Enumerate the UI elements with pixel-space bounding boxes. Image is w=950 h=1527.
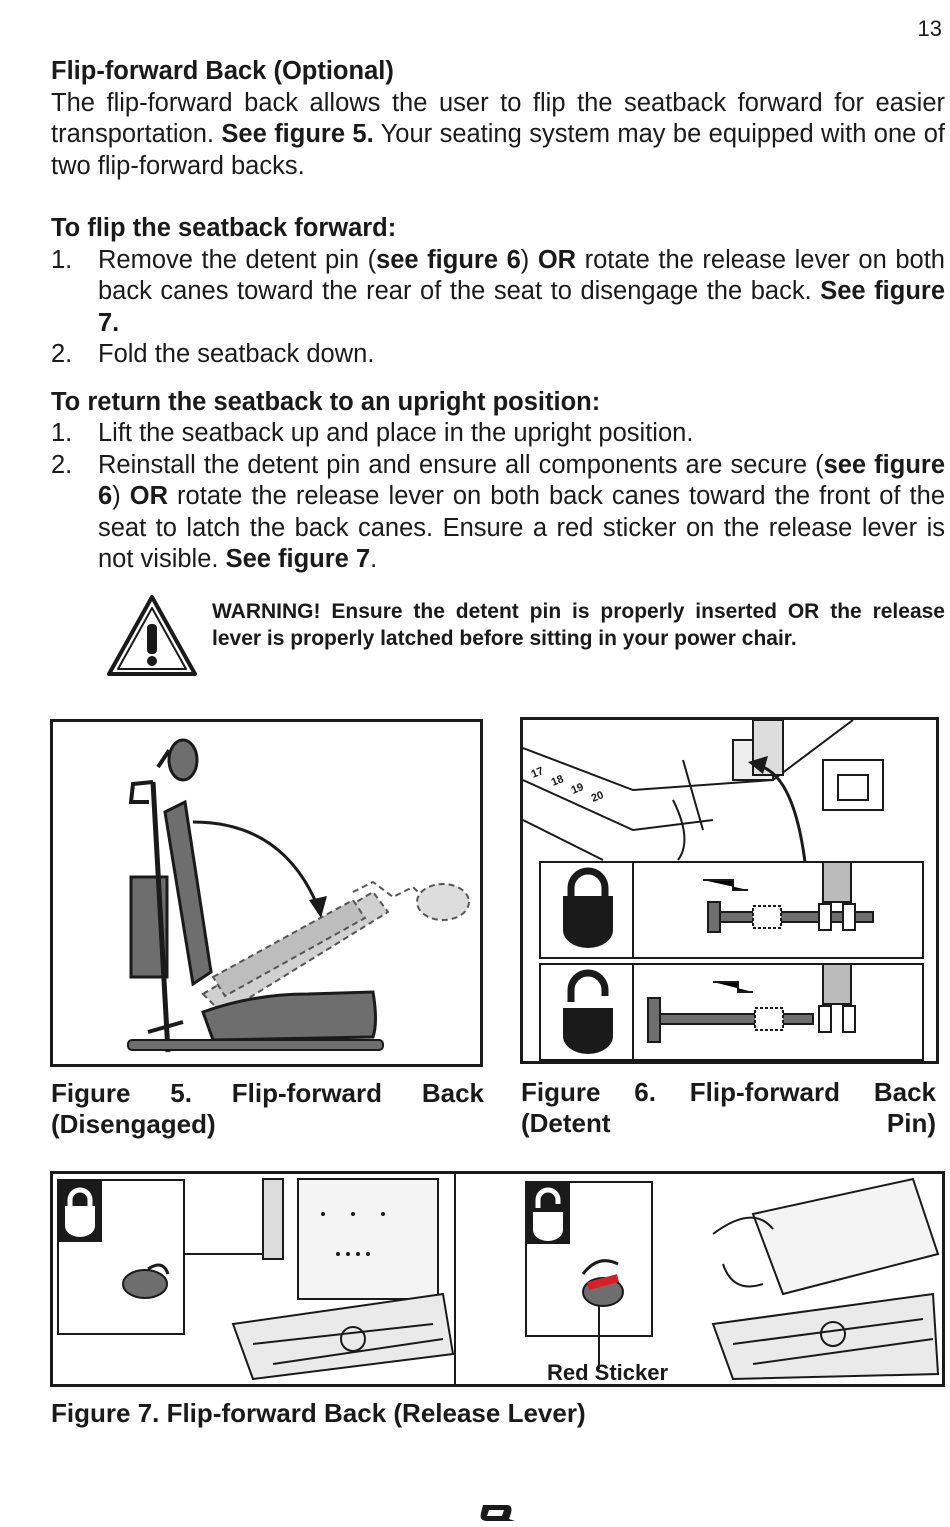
figure-6-caption-text: Figure 6. Flip-forward Back (Detent Pin) [521, 1077, 936, 1138]
list-item [51, 245, 945, 340]
list-item [51, 450, 945, 576]
intro-figure-ref: See figure 5. [221, 120, 374, 148]
step-text: Reinstall the detent pin and ensure all components are secure ( [98, 450, 824, 479]
step-text: ) [112, 482, 130, 510]
figure-5-image [50, 719, 483, 1067]
section-heading-flip-forward: Flip-forward Back (Optional) [51, 57, 394, 85]
scale-label: 20 [589, 789, 606, 805]
step-number: 2. [51, 450, 73, 479]
step-text: . [370, 545, 378, 573]
scale-label: 18 [549, 773, 566, 789]
warning-block [51, 594, 945, 684]
step-ref: See figure 7. [98, 277, 946, 337]
warning-triangle-icon [106, 594, 198, 678]
step-text: ) [520, 245, 538, 274]
step-text: Remove the detent pin ( [98, 245, 377, 274]
step-text: Fold the seatback down. [98, 340, 375, 368]
intro-paragraph [51, 88, 945, 183]
figure-7-caption: Figure 7. Flip-forward Back (Release Lever) [51, 1398, 586, 1428]
step-ref: see figure 6 [98, 450, 945, 510]
brand-logo-icon [477, 1503, 517, 1523]
step-text: rotate the release lever on both back canes toward the rear of the seat to disengage the back. [98, 245, 945, 305]
list-item [51, 418, 945, 450]
step-text: Lift the seatback up and place in the upright position. [98, 419, 694, 447]
figure-6-image [520, 717, 939, 1064]
list-item [51, 339, 945, 371]
step-number: 2. [51, 340, 73, 368]
figure-6-caption [521, 1077, 936, 1170]
step-number: 1. [51, 245, 73, 274]
figure-5-caption-text: Figure 5. Flip-forward Back (Disengaged) [51, 1078, 484, 1139]
flip-steps-list [51, 245, 945, 371]
warning-text: WARNING! Ensure the detent pin is properly inserted OR the release lever is properly latched before sitting in your power chair. [212, 600, 945, 650]
step-ref: see figure 6 [376, 245, 521, 274]
figure-5-caption [51, 1078, 484, 1171]
figure-7-image [50, 1171, 945, 1387]
scale-label: 19 [569, 781, 586, 797]
section-heading-upright: To return the seatback to an upright position: [51, 387, 601, 416]
step-ref: See figure 7 [225, 545, 371, 573]
step-number: 1. [51, 419, 73, 447]
page-content [51, 56, 945, 576]
scale-label: 17 [529, 765, 546, 781]
step-or: OR [129, 482, 168, 510]
intro-text-tail: Your seating system may be equipped with one of two flip-forward backs. [51, 120, 945, 180]
upright-steps-list [51, 418, 945, 576]
step-or: OR [537, 245, 577, 274]
step-text: rotate the release lever on both back canes toward the front of the seat to latch the back canes. Ensure a red sticker on the release lever is not visible. [98, 482, 946, 573]
intro-text: The flip-forward back allows the user to flip the seatback forward for easier transportation. [51, 88, 945, 148]
section-heading-flip-down: To flip the seatback forward: [51, 214, 397, 242]
page-number: 13 [917, 16, 942, 41]
red-sticker-label: Red Sticker [547, 1360, 669, 1385]
